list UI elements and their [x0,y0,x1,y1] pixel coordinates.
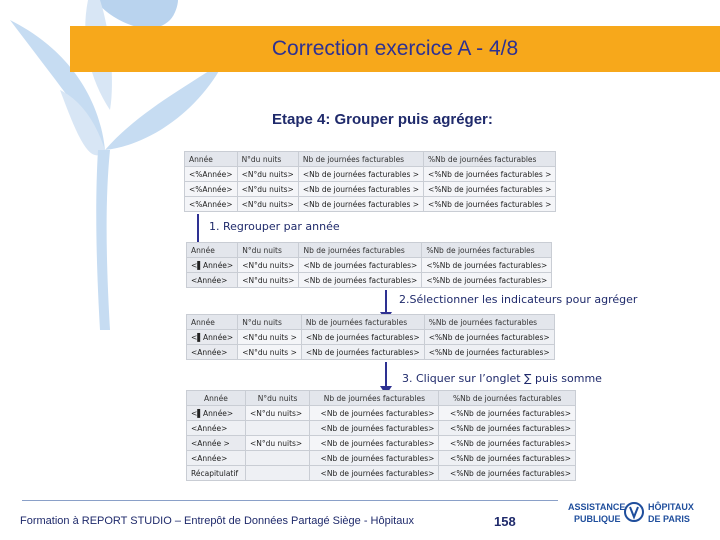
title-bar [70,26,720,72]
table-row [187,258,552,273]
table-cell: <Nb de journées facturables> [310,406,439,421]
report-table-aggregated [186,390,576,481]
table-cell: <Nb de journées facturables > [298,182,423,197]
column-header: N°du nuits [238,243,299,258]
table-cell: <Nb de journées facturables> [310,466,439,481]
column-header: Nb de journées facturables [301,315,424,330]
arrow-step-3 [385,362,387,388]
table-cell: <N°du nuits> [238,258,299,273]
table-row [187,406,576,421]
table-cell: <Nb de journées facturables> [299,273,422,288]
table-cell: <N°du nuits> [245,436,309,451]
table-cell: <Année> [187,345,238,360]
footer-divider [22,500,558,501]
report-table-initial [184,151,556,212]
table-cell [245,466,309,481]
column-header: N°du nuits [237,152,298,167]
table-cell: <%Nb de journées facturables> [439,421,576,436]
table-cell: <N°du nuits> [245,406,309,421]
table-cell: <Nb de journées facturables> [299,258,422,273]
table-row [187,330,555,345]
logo-emblem-mark [630,507,638,517]
table-row [187,451,576,466]
table-cell: <▌Année> [187,330,238,345]
table-cell [245,451,309,466]
table-cell: <%Année> [185,182,238,197]
column-header: %Nb de journées facturables [422,243,552,258]
column-header: Nb de journées facturables [310,391,439,406]
table-row [187,345,555,360]
table-cell: <%Nb de journées facturables> [422,273,552,288]
table-row [187,466,576,481]
table-cell: <%Nb de journées facturables> [439,406,576,421]
table-cell: Récapitulatif [187,466,246,481]
table-cell: <%Nb de journées facturables> [439,451,576,466]
table-cell: <%Nb de journées facturables > [424,167,556,182]
table-cell: <N°du nuits > [238,330,302,345]
table-cell: <%Nb de journées facturables> [439,436,576,451]
table-row [185,182,556,197]
column-header: Année [187,391,246,406]
table-row [187,421,576,436]
table-cell: <N°du nuits > [238,345,302,360]
column-header: %Nb de journées facturables [424,152,556,167]
table-cell: <%Nb de journées facturables> [424,330,554,345]
step-subtitle: Etape 4: Grouper puis agréger: [272,111,493,128]
table-cell: <Nb de journées facturables > [298,167,423,182]
table-cell: <N°du nuits> [238,273,299,288]
logo-text-publique: PUBLIQUE [574,514,621,524]
table-cell: <Nb de journées facturables> [301,330,424,345]
step-3-label: 3. Cliquer sur l’onglet ∑ puis somme [402,372,602,385]
column-header: Année [185,152,238,167]
table-cell: <Nb de journées facturables> [310,421,439,436]
table-cell [245,421,309,436]
table-cell: <Nb de journées facturables > [298,197,423,212]
table-cell: <Année > [187,436,246,451]
table-row [185,197,556,212]
table-cell: <N°du nuits> [237,167,298,182]
footer-text: Formation à REPORT STUDIO – Entrepôt de Données Partagé Siège - Hôpitaux [20,515,414,527]
page-title: Correction exercice A - 4/8 [271,37,519,60]
column-header: %Nb de journées facturables [439,391,576,406]
table-cell: <Année> [187,273,238,288]
table-cell: <%Année> [185,167,238,182]
table-cell: <N°du nuits> [237,197,298,212]
table-cell: <%Nb de journées facturables> [424,345,554,360]
logo-text-assistance: ASSISTANCE [568,502,626,512]
table-cell: <%Nb de journées facturables> [439,466,576,481]
table-cell: <Nb de journées facturables> [310,451,439,466]
table-cell: <%Nb de journées facturables > [424,197,556,212]
logo-text-hopitaux: HÔPITAUX [648,502,694,512]
report-table-selected [186,314,555,360]
page-number: 158 [494,514,516,529]
table-row [187,273,552,288]
column-header: Année [187,315,238,330]
table-cell: <▌Année> [187,258,238,273]
column-header: Année [187,243,238,258]
table-cell: <Nb de journées facturables> [301,345,424,360]
table-cell: <%Nb de journées facturables > [424,182,556,197]
table-cell: <%Année> [185,197,238,212]
table-cell: <▌Année> [187,406,246,421]
table-cell: <N°du nuits> [237,182,298,197]
arrow-step-2 [385,290,387,314]
aphp-logo [568,498,704,528]
table-cell: <Année> [187,421,246,436]
column-header: N°du nuits [245,391,309,406]
column-header: Nb de journées facturables [298,152,423,167]
table-cell: <%Nb de journées facturables> [422,258,552,273]
column-header: N°du nuits [238,315,302,330]
column-header: %Nb de journées facturables [424,315,554,330]
table-cell: <Nb de journées facturables> [310,436,439,451]
table-row [185,167,556,182]
table-row [187,436,576,451]
column-header: Nb de journées facturables [299,243,422,258]
table-cell: <Année> [187,451,246,466]
logo-text-de-paris: DE PARIS [648,514,690,524]
report-table-grouped [186,242,552,288]
step-2-label: 2.Sélectionner les indicateurs pour agréger [399,293,638,306]
step-1-label: 1. Regrouper par année [209,220,340,233]
